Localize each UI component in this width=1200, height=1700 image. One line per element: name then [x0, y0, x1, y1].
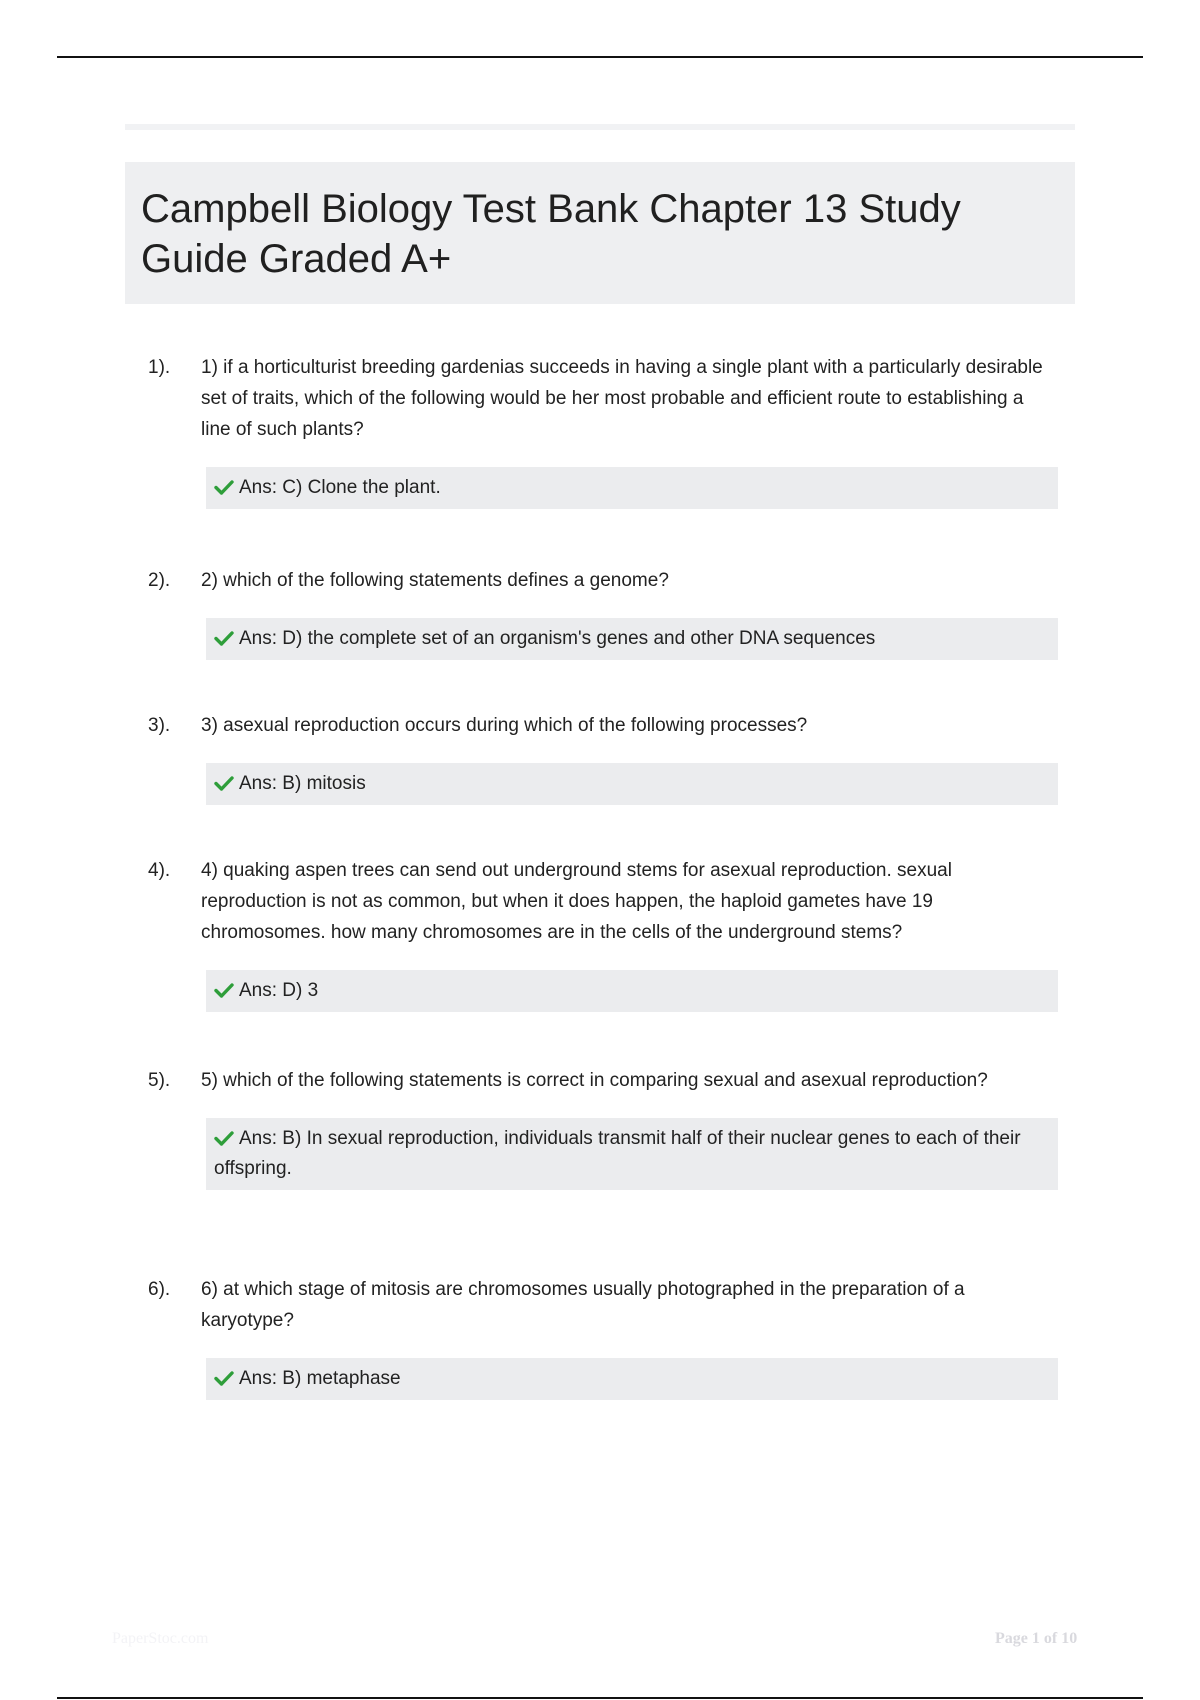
question-item	[148, 352, 1058, 509]
question-item	[148, 1065, 1058, 1190]
question-item	[148, 1274, 1058, 1400]
question-number: 1).	[148, 357, 171, 378]
question-text: 3) asexual reproduction occurs during which of the following processes?	[201, 715, 808, 736]
question-item	[148, 565, 1058, 660]
question-text: 1) if a horticulturist breeding gardenias succeeds in having a single plant with a particularly desirable set of traits, which of the following would be her most probable and efficient route to establishing a line of such plants?	[201, 357, 1043, 440]
question-item	[148, 855, 1058, 1012]
page-number: Page 1 of 10	[995, 1630, 1078, 1647]
check-icon	[214, 1370, 234, 1386]
answer-panel	[206, 763, 1058, 805]
footer-watermark: PaperStoc.com	[112, 1630, 209, 1647]
page-title: Campbell Biology Test Bank Chapter 13 Study Guide Graded A+	[141, 187, 961, 281]
question-number: 3).	[148, 715, 171, 736]
check-icon	[214, 775, 234, 791]
question-text: 4) quaking aspen trees can send out underground stems for asexual reproduction. sexual reproduction is not as common, but when it does happen, the haploid gametes have 19 chromosomes. how many chromosomes are in the cells of the underground stems?	[201, 860, 952, 943]
check-icon	[214, 479, 234, 495]
bottom-rule	[57, 1697, 1143, 1699]
answer-text: Ans: B) metaphase	[239, 1368, 401, 1389]
check-icon	[214, 630, 234, 646]
answer-text: Ans: B) In sexual reproduction, individuals transmit half of their nuclear genes to each of their offspring.	[214, 1128, 1021, 1179]
check-icon	[214, 982, 234, 998]
answer-panel	[206, 1118, 1058, 1190]
answer-panel	[206, 1358, 1058, 1400]
question-number: 4).	[148, 860, 171, 881]
answer-text: Ans: D) 3	[239, 980, 319, 1001]
answer-text: Ans: C) Clone the plant.	[239, 477, 441, 498]
question-text: 6) at which stage of mitosis are chromosomes usually photographed in the preparation of a karyotype?	[201, 1279, 965, 1331]
question-text: 5) which of the following statements is correct in comparing sexual and asexual reproduction?	[201, 1070, 988, 1091]
question-number: 6).	[148, 1279, 171, 1300]
answer-text: Ans: D) the complete set of an organism's genes and other DNA sequences	[239, 628, 876, 649]
answer-panel	[206, 618, 1058, 660]
question-number: 5).	[148, 1070, 171, 1091]
question-text: 2) which of the following statements defines a genome?	[201, 570, 669, 591]
answer-panel	[206, 970, 1058, 1012]
question-item	[148, 710, 1058, 805]
question-number: 2).	[148, 570, 171, 591]
check-icon	[214, 1130, 234, 1146]
answer-panel	[206, 467, 1058, 509]
answer-text: Ans: B) mitosis	[239, 773, 366, 794]
